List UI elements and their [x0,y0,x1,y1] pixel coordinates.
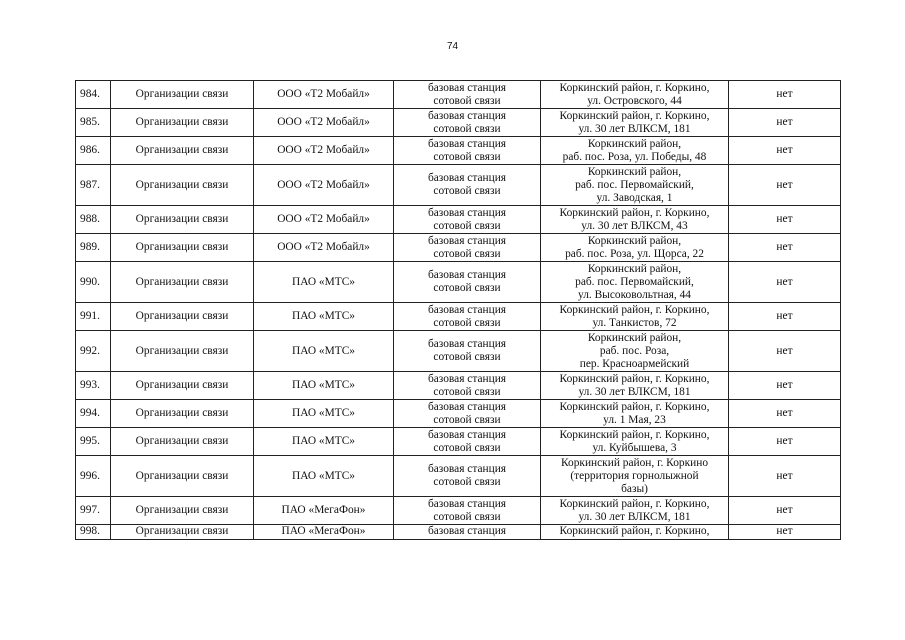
category-cell: Организации связи [111,137,254,165]
page-number: 74 [446,41,459,52]
address-cell [541,497,729,525]
address-cell [541,165,729,206]
address-line: Коркинский район, г. Коркино, [559,81,710,94]
row-number-cell: 984. [76,81,111,109]
address-line: Коркинский район, г. Коркино [560,456,709,469]
organization-cell: ООО «Т2 Мобайл» [254,137,394,165]
object-type-line: базовая станция [427,428,507,441]
category-cell: Организации связи [111,234,254,262]
organization-cell: ПАО «МТС» [254,303,394,331]
object-type-line: сотовой связи [433,476,501,488]
object-type-cell [394,234,541,262]
address-line: ул. 30 лет ВЛКСМ, 181 [578,385,691,398]
address-line: (территория горнолыжной [570,469,699,482]
object-type-cell [394,262,541,303]
row-number-cell: 996. [76,456,111,497]
address-line: Коркинский район, г. Коркино, [559,428,710,441]
address-line: Коркинский район, г. Коркино, [559,497,710,510]
flag-cell: нет [729,497,841,525]
address-line: ул. Куйбышева, 3 [592,441,677,454]
row-number-cell: 987. [76,165,111,206]
address-cell [541,372,729,400]
table-row [76,331,841,372]
category-cell: Организации связи [111,165,254,206]
object-type-cell [394,303,541,331]
flag-cell: нет [729,525,841,540]
flag-cell: нет [729,456,841,497]
address-cell [541,400,729,428]
address-line: раб. пос. Первомайский, [575,275,694,288]
address-line: Коркинский район, [587,165,682,178]
category-cell: Организации связи [111,525,254,540]
table-row [76,137,841,165]
address-cell [541,206,729,234]
table-row [76,428,841,456]
address-line: Коркинский район, [587,262,682,275]
category-cell: Организации связи [111,497,254,525]
row-number-cell: 994. [76,400,111,428]
address-cell [541,331,729,372]
object-type-line: сотовой связи [433,122,501,135]
object-type-line: базовая станция [427,338,507,350]
address-cell [541,109,729,137]
row-number-cell: 997. [76,497,111,525]
organization-cell: ООО «Т2 Мобайл» [254,81,394,109]
object-type-line: сотовой связи [433,94,501,107]
object-type-line: сотовой связи [433,219,501,232]
address-cell [541,137,729,165]
address-cell [541,525,729,540]
flag-cell: нет [729,303,841,331]
object-type-line: базовая станция [427,269,507,281]
object-type-line: сотовой связи [433,282,501,294]
table-row [76,262,841,303]
category-cell: Организации связи [111,206,254,234]
organization-cell: ПАО «МегаФон» [254,497,394,525]
flag-cell: нет [729,372,841,400]
object-type-line: сотовой связи [433,316,501,329]
object-type-line: базовая станция [427,303,507,316]
address-line: Коркинский район, [587,137,682,150]
flag-cell: нет [729,262,841,303]
organization-cell: ПАО «МТС» [254,262,394,303]
object-type-cell [394,372,541,400]
organization-cell: ПАО «МТС» [254,400,394,428]
object-type-line: сотовой связи [433,385,501,398]
address-line: ул. 30 лет ВЛКСМ, 181 [578,122,691,135]
flag-cell: нет [729,109,841,137]
object-type-line: базовая станция [427,525,507,537]
address-line: раб. пос. Первомайский, [575,178,694,191]
address-line: ул. 30 лет ВЛКСМ, 43 [581,219,688,232]
row-number-cell: 993. [76,372,111,400]
registry-table [75,80,841,540]
table-row [76,456,841,497]
row-number-cell: 998. [76,525,111,540]
object-type-cell [394,525,541,540]
object-type-cell [394,206,541,234]
object-type-line: базовая станция [427,206,507,219]
table-row [76,400,841,428]
object-type-cell [394,137,541,165]
object-type-line: базовая станция [427,137,507,150]
object-type-cell [394,109,541,137]
row-number-cell: 985. [76,109,111,137]
row-number-cell: 992. [76,331,111,372]
category-cell: Организации связи [111,303,254,331]
category-cell: Организации связи [111,456,254,497]
table-row [76,234,841,262]
address-line: Коркинский район, г. Коркино, [559,109,710,122]
flag-cell: нет [729,137,841,165]
object-type-cell [394,81,541,109]
address-line: ул. Заводская, 1 [596,191,673,204]
address-line: раб. пос. Роза, ул. Победы, 48 [562,150,707,163]
object-type-cell [394,165,541,206]
category-cell: Организации связи [111,400,254,428]
object-type-line: сотовой связи [433,185,501,197]
table-row [76,81,841,109]
address-line: Коркинский район, г. Коркино, [559,372,710,385]
flag-cell: нет [729,165,841,206]
address-line: Коркинский район, г. Коркино, [559,303,710,316]
table-row [76,165,841,206]
address-line: Коркинский район, г. Коркино, [559,206,710,219]
table-row [76,525,841,540]
flag-cell: нет [729,234,841,262]
organization-cell: ПАО «МТС» [254,372,394,400]
table-row [76,372,841,400]
address-line: Коркинский район, г. Коркино, [559,525,710,537]
address-line: ул. 1 Мая, 23 [603,413,666,426]
object-type-cell [394,331,541,372]
object-type-line: базовая станция [427,172,507,184]
row-number-cell: 990. [76,262,111,303]
category-cell: Организации связи [111,331,254,372]
object-type-line: базовая станция [427,400,507,413]
flag-cell: нет [729,81,841,109]
object-type-line: базовая станция [427,81,507,94]
object-type-line: сотовой связи [433,413,501,426]
table-row [76,109,841,137]
object-type-line: сотовой связи [433,510,501,523]
table-row [76,303,841,331]
object-type-line: базовая станция [427,497,507,510]
organization-cell: ООО «Т2 Мобайл» [254,109,394,137]
organization-cell: ООО «Т2 Мобайл» [254,206,394,234]
object-type-line: сотовой связи [433,150,501,163]
flag-cell: нет [729,206,841,234]
address-cell [541,234,729,262]
address-cell [541,81,729,109]
category-cell: Организации связи [111,109,254,137]
object-type-line: базовая станция [427,109,507,122]
address-line: Коркинский район, [587,331,682,344]
object-type-line: базовая станция [427,234,507,247]
category-cell: Организации связи [111,81,254,109]
category-cell: Организации связи [111,372,254,400]
address-cell [541,262,729,303]
address-line: ул. Танкистов, 72 [592,316,677,329]
address-cell [541,428,729,456]
address-line: раб. пос. Роза, [599,344,670,357]
address-cell [541,303,729,331]
category-cell: Организации связи [111,428,254,456]
row-number-cell: 991. [76,303,111,331]
object-type-cell [394,428,541,456]
organization-cell: ПАО «МТС» [254,331,394,372]
row-number-cell: 989. [76,234,111,262]
organization-cell: ПАО «МТС» [254,428,394,456]
registry-table-body [76,81,841,540]
organization-cell: ПАО «МегаФон» [254,525,394,540]
object-type-cell [394,400,541,428]
table-row [76,497,841,525]
object-type-cell [394,456,541,497]
address-line: пер. Красноармейский [579,357,690,370]
address-line: Коркинский район, г. Коркино, [559,400,710,413]
address-cell [541,456,729,497]
organization-cell: ПАО «МТС» [254,456,394,497]
flag-cell: нет [729,331,841,372]
object-type-line: сотовой связи [433,441,501,454]
table-row [76,206,841,234]
address-line: ул. 30 лет ВЛКСМ, 181 [578,510,691,523]
object-type-line: базовая станция [427,372,507,385]
flag-cell: нет [729,400,841,428]
address-line: ул. Высоковольтная, 44 [578,288,691,301]
address-line: раб. пос. Роза, ул. Щорса, 22 [565,247,704,260]
object-type-line: базовая станция [427,463,507,475]
organization-cell: ООО «Т2 Мобайл» [254,234,394,262]
address-line: Коркинский район, [587,234,682,247]
address-line: базы) [621,482,648,495]
row-number-cell: 988. [76,206,111,234]
flag-cell: нет [729,428,841,456]
object-type-line: сотовой связи [433,351,501,363]
category-cell: Организации связи [111,262,254,303]
row-number-cell: 995. [76,428,111,456]
address-line: ул. Островского, 44 [587,94,682,107]
row-number-cell: 986. [76,137,111,165]
organization-cell: ООО «Т2 Мобайл» [254,165,394,206]
object-type-cell [394,497,541,525]
object-type-line: сотовой связи [433,247,501,260]
